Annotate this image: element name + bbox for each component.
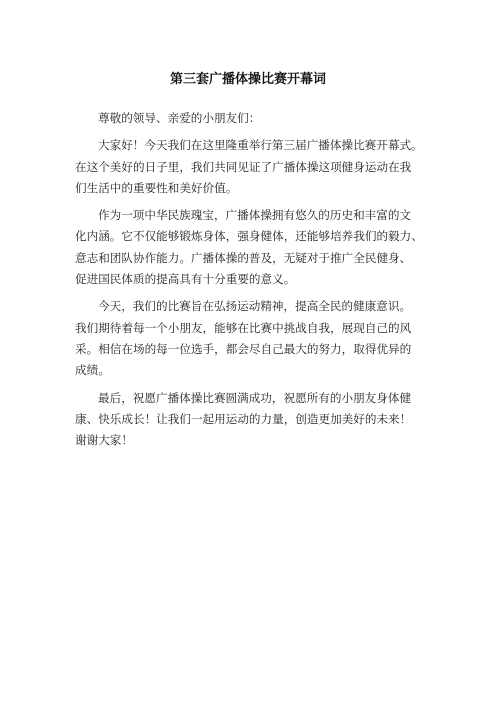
greeting: 尊敬的领导、亲爱的小朋友们： [98,111,261,125]
paragraph-line: 大家好！今天我们在这里隆重举行第三届广播体操比赛开幕式。 [98,138,423,153]
paragraph-line: 促进国民体质的提高具有十分重要的意义。 [75,272,296,287]
paragraph-4 [75,388,435,452]
paragraph-line: 我们期待着每一个小朋友，能够在比赛中挑战自我，展现自己的风 [75,320,412,335]
paragraph-3 [75,296,435,381]
paragraph-line: 在这个美好的日子里，我们共同见证了广播体操这项健身运动在我 [75,159,412,174]
paragraph-line: 今天，我们的比赛旨在弘扬运动精神，提高全民的健康意识。 [98,299,412,314]
paragraph-line: 们生活中的重要性和美好价值。 [75,180,238,195]
paragraph-line: 成绩。 [75,363,110,378]
paragraph-line: 作为一项中华民族瑰宝，广播体操拥有悠久的历史和丰富的文 [98,208,412,223]
document-body [75,108,435,451]
paragraph-line: 采。相信在场的每一位选手，都会尽自己最大的努力，取得优异的 [75,341,412,356]
paragraph-line: 谢谢大家！ [75,433,133,448]
paragraph-line: 康、快乐成长！让我们一起用运动的力量，创造更加美好的未来！ [75,411,412,426]
paragraph-line: 意志和团队协作能力。广播体操的普及，无疑对于推广全民健身、 [75,250,412,265]
paragraph-line: 化内涵。它不仅能够锻炼身体，强身健体，还能够培养我们的毅力、 [75,229,423,244]
paragraph-line: 最后，祝愿广播体操比赛圆满成功，祝愿所有的小朋友身体健 [98,390,412,405]
paragraph-1 [75,135,435,199]
document-title: 第三套广播体操比赛开幕词 [169,72,326,87]
paragraph-2 [75,205,435,290]
